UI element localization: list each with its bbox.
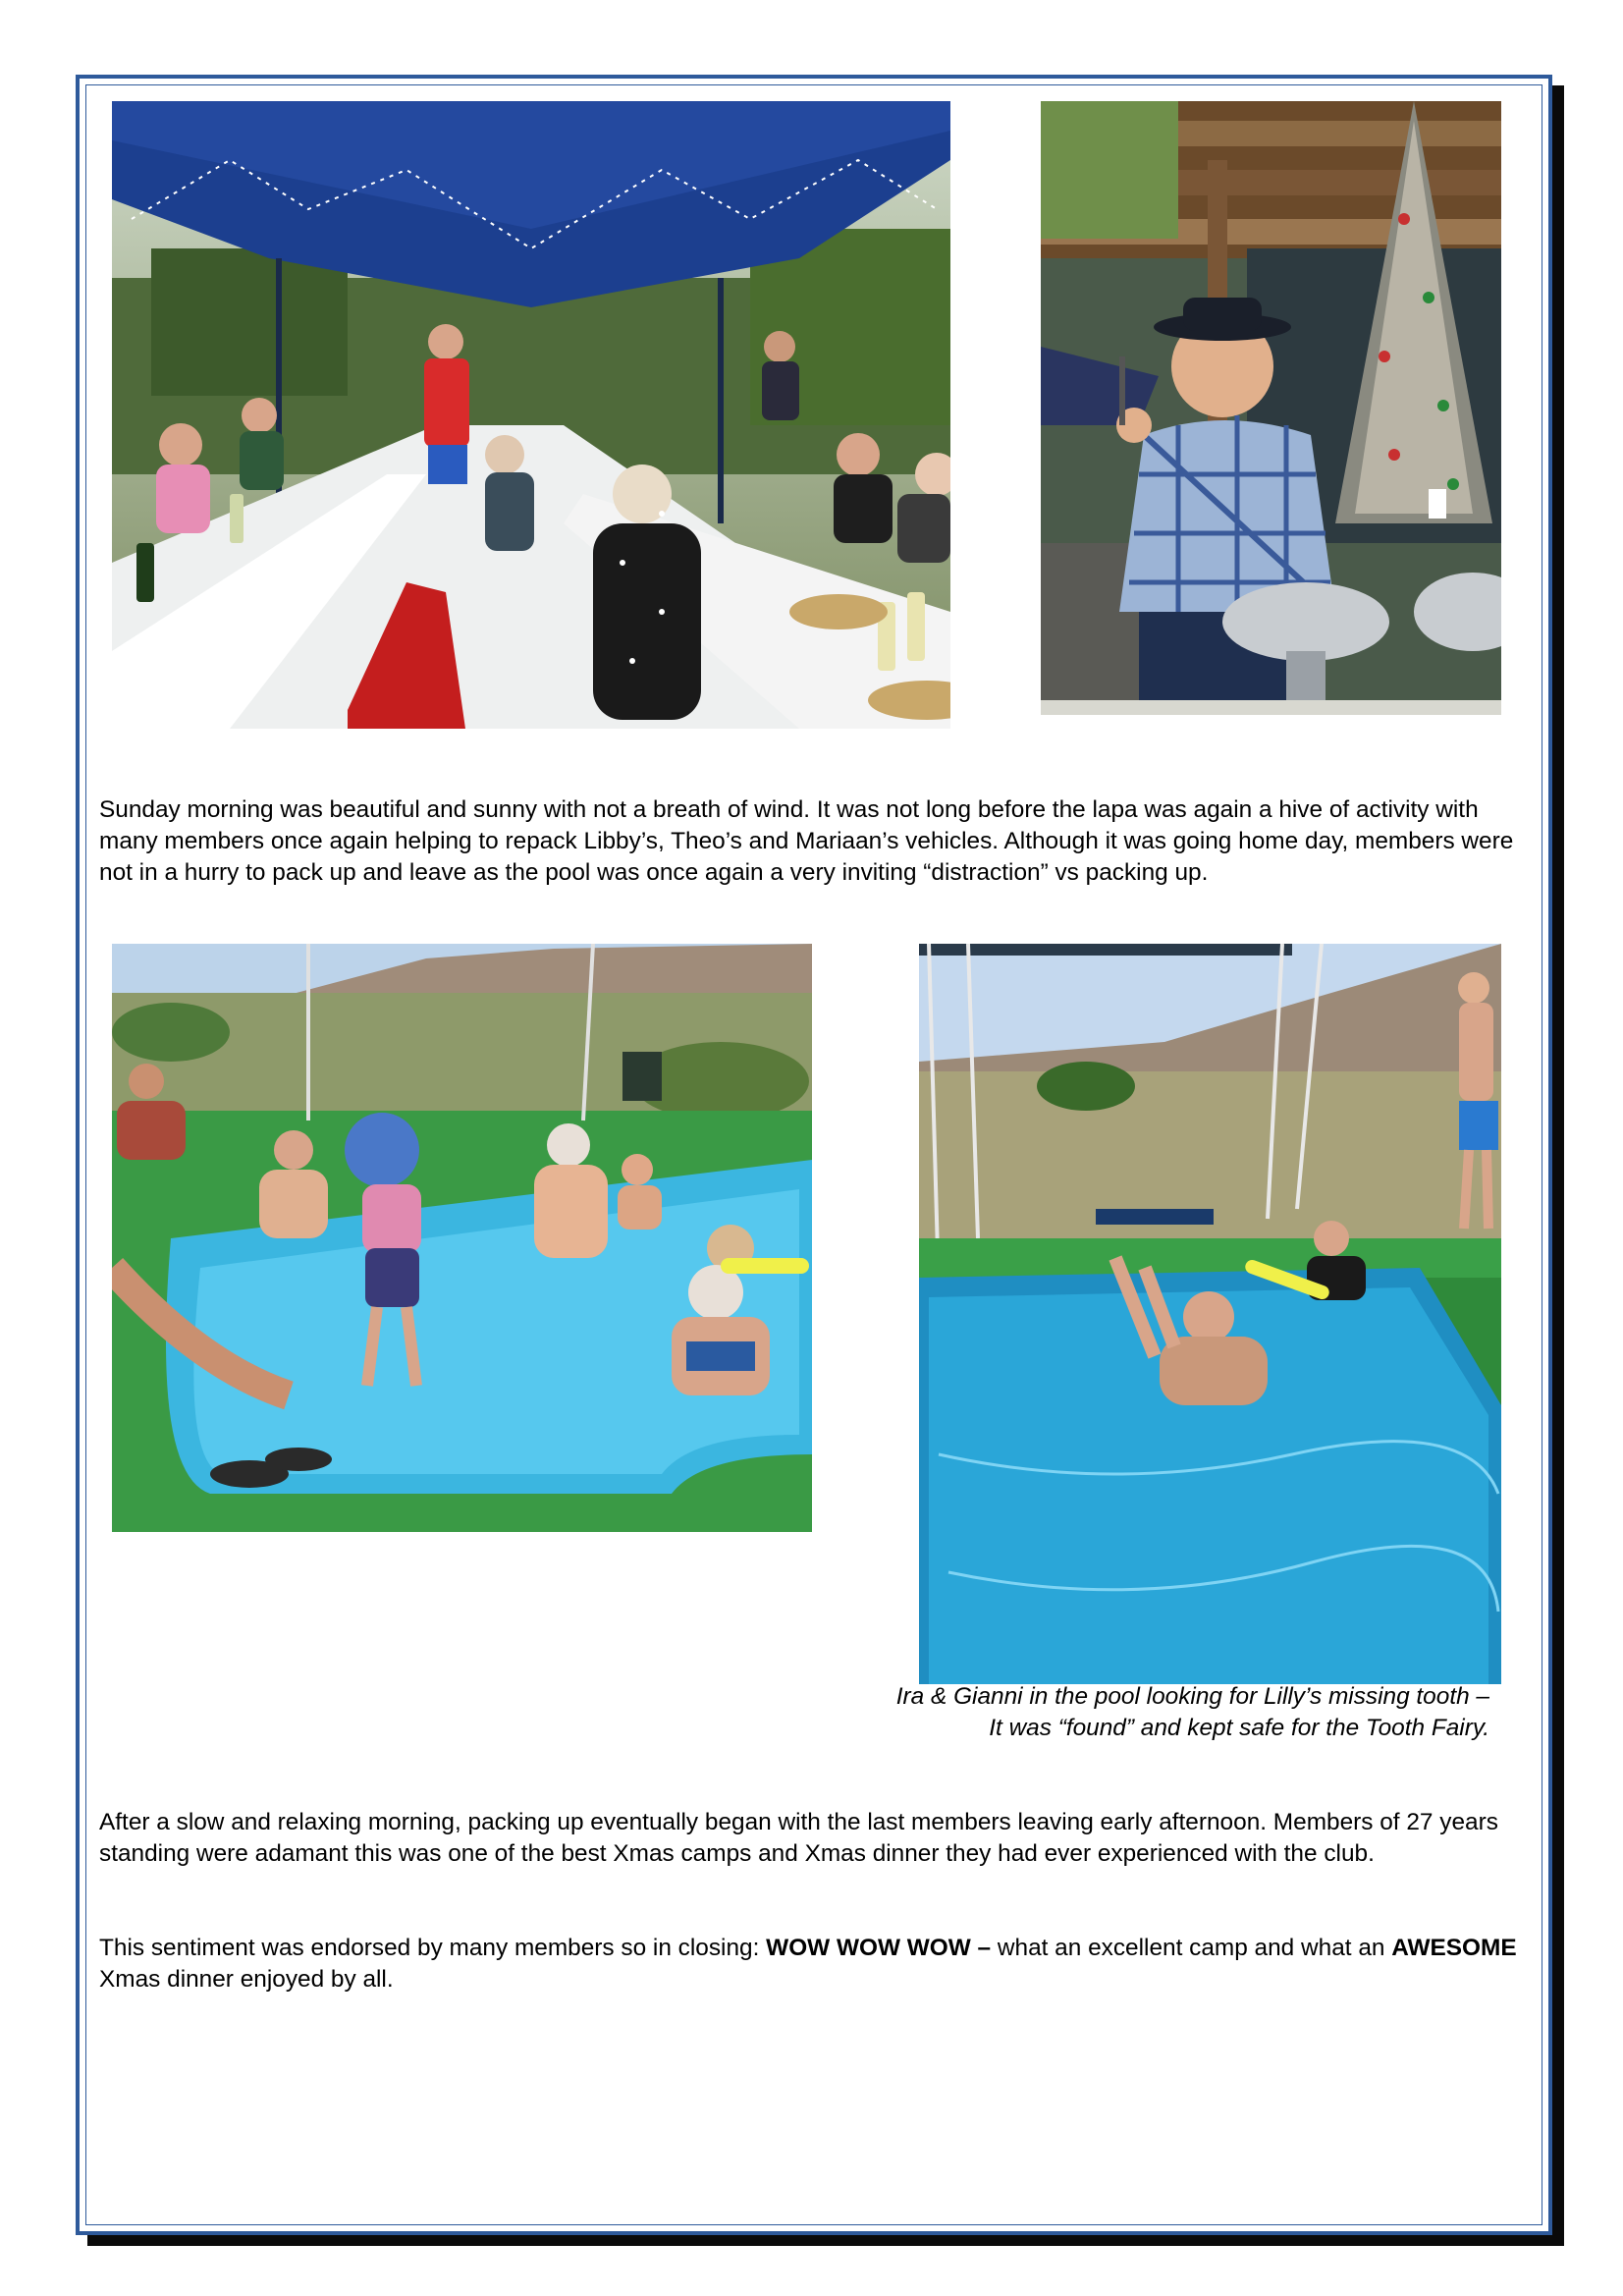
photo-pool-group	[112, 944, 812, 1532]
closing-text-end: Xmas dinner enjoyed by all.	[99, 1966, 394, 1993]
caption-line-1: Ira & Gianni in the pool looking for Lilly’s missing tooth –	[895, 1683, 1489, 1710]
closing-bold-wow: WOW WOW WOW –	[766, 1935, 992, 1961]
pool-group-photo	[112, 944, 812, 1532]
photo-caption	[746, 1681, 1489, 1744]
paragraph-closing	[99, 1933, 1542, 1995]
paragraph-packing-up: After a slow and relaxing morning, packing up eventually began with the last members leaving early afternoon. Members of 27 years standing were adamant this was one of the best Xmas camps and Xmas dinner they had ever experienced with the club.	[99, 1809, 1498, 1867]
photo-christmas-tree-man	[1041, 101, 1501, 715]
photo-dinner-gazebo	[112, 101, 950, 729]
closing-text-start: This sentiment was endorsed by many members so in closing:	[99, 1935, 767, 1961]
dinner-table-gazebo-photo	[112, 101, 950, 729]
paragraph-sunday-morning: Sunday morning was beautiful and sunny with not a breath of wind. It was not long before the lapa was again a hive of activity with many members once again helping to repack Libby’s, Theo’s and Mariaan’s vehicles. Although it was going home day, members were not in a hurry to pack up and leave as the pool was once again a very inviting “distraction” vs packing up.	[99, 796, 1514, 886]
pool-tooth-search-photo	[919, 944, 1501, 1684]
man-with-christmas-tree-photo	[1041, 101, 1501, 715]
photo-pool-tooth-search	[919, 944, 1501, 1684]
closing-bold-awesome: AWESOME	[1391, 1935, 1517, 1961]
caption-line-2: It was “found” and kept safe for the Tooth Fairy.	[989, 1715, 1489, 1741]
closing-text-middle: what an excellent camp and what an	[991, 1935, 1392, 1961]
